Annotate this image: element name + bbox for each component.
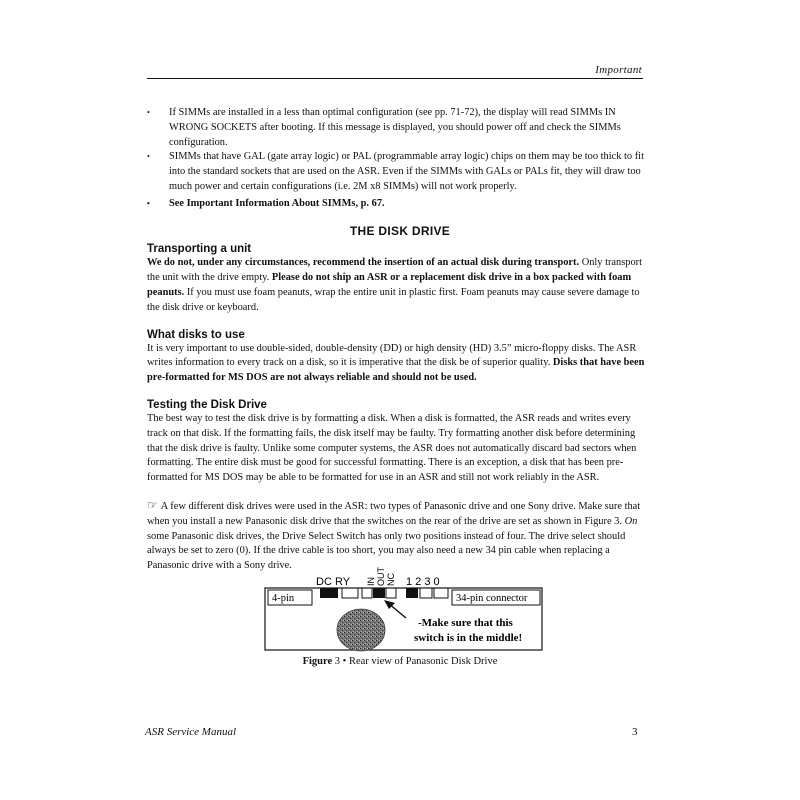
label-nc: NC [386, 573, 396, 586]
disks-paragraph: It is very important to use double-sided, double-density (DD) or high density (HD) 3.5” micro-floppy disks. The ASR writes information to every track on a disk, so it is imperative that the disk be of superior quality. Disks that have been pre-formatted for MS DOS are not always reliable and should not be used. [147, 342, 645, 384]
testing-paragraph: The best way to test the disk drive is by formatting a disk. When a disk is formatted, the ASR reads and writes every track on that disk. If the formatting fails, the disk itself may be faulty. Try formatting another disk before determining that the disk drive is faulty. Unlike some computer systems, the ASR does not automatically discard bad sectors when formatting. The entire disk must be good for successful formatting. There is an exception, a disk that has been pre-formatted for MS DOS may be able to be formatted for use in an ASR and still not work reliably in the ASR. [147, 412, 637, 484]
bullet-icon: • [147, 198, 150, 208]
switch-2 [420, 588, 432, 598]
label-digits: 1 2 3 0 [406, 576, 440, 588]
disk-slot-icon [337, 609, 385, 651]
list-item: • If SIMMs are installed in a less than optimal configuration (see pp. 71-72), the display will read SIMMs IN WRONG SOCKETS after booting. If this message is displayed, you should power off and check the SIMMs configuration. [147, 107, 621, 148]
list-item: • SIMMs that have GAL (gate array logic) or PAL (programmable array logic) chips on them may be too thick to fit into the standard sockets that are used on the ASR. Even if the SIMMs with GALs or PALs fit, they will draw too much power and certain configurations (i.e. 2M x8 SIMMs) will not work properly. [147, 151, 644, 192]
list-item: • See Important Information About SIMMs, p. 67. [147, 197, 653, 212]
footer-manual-title: ASR Service Manual [145, 726, 237, 738]
transporting-paragraph: We do not, under any circumstances, recommend the insertion of an actual disk during transport. Only transport the unit with the drive empty. Please do not ship an ASR or a replacement disk drive in a box packed with foam peanuts. If you must use foam peanuts, wrap the entire unit in plastic first. Foam peanuts may cause severe damage to the disk drive or keyboard. [147, 257, 643, 313]
header-label: Important [595, 64, 642, 76]
dc-switch [320, 588, 338, 598]
transporting-heading: Transporting a unit [147, 243, 252, 256]
in-position [362, 588, 372, 598]
nc-position [386, 588, 396, 598]
label-34pin: 34-pin connector [456, 593, 528, 604]
label-dcry: DC RY [316, 576, 351, 588]
middle-switch [373, 588, 385, 598]
bullet-icon: • [147, 152, 150, 162]
switch-3 [434, 588, 448, 598]
callout-line-1: -Make sure that this [418, 617, 513, 629]
disks-heading: What disks to use [147, 328, 245, 341]
page-number: 3 [632, 726, 638, 738]
figure-caption: Figure 3 • Rear view of Panasonic Disk Drive [302, 656, 498, 667]
testing-heading: Testing the Disk Drive [147, 398, 267, 411]
pointing-hand-icon: ☞ [147, 497, 158, 512]
label-4pin: 4-pin [272, 593, 295, 604]
switch-1 [406, 588, 418, 598]
note-paragraph: ☞ A few different disk drives were used in the ASR: two types of Panasonic drive and one Sony drive. Make sure that when you install a new Panasonic disk drive that the switches on the rear of the drive are set as shown in Figure 3. On some Panasonic disk drives, the Drive Select Switch has only two positions instead of four. The drive select should always be set to zero (0). If the drive cable is too short, you may also need a new 34 pin cable when replacing a Panasonic drive with a Sony drive. [147, 497, 641, 572]
callout-line-2: switch is in the middle! [414, 632, 523, 644]
label-in: IN [366, 577, 376, 586]
bullet-icon: • [147, 108, 150, 117]
section-title: THE DISK DRIVE [349, 223, 451, 238]
label-out: OUT [376, 567, 386, 586]
ry-switch [342, 588, 358, 598]
